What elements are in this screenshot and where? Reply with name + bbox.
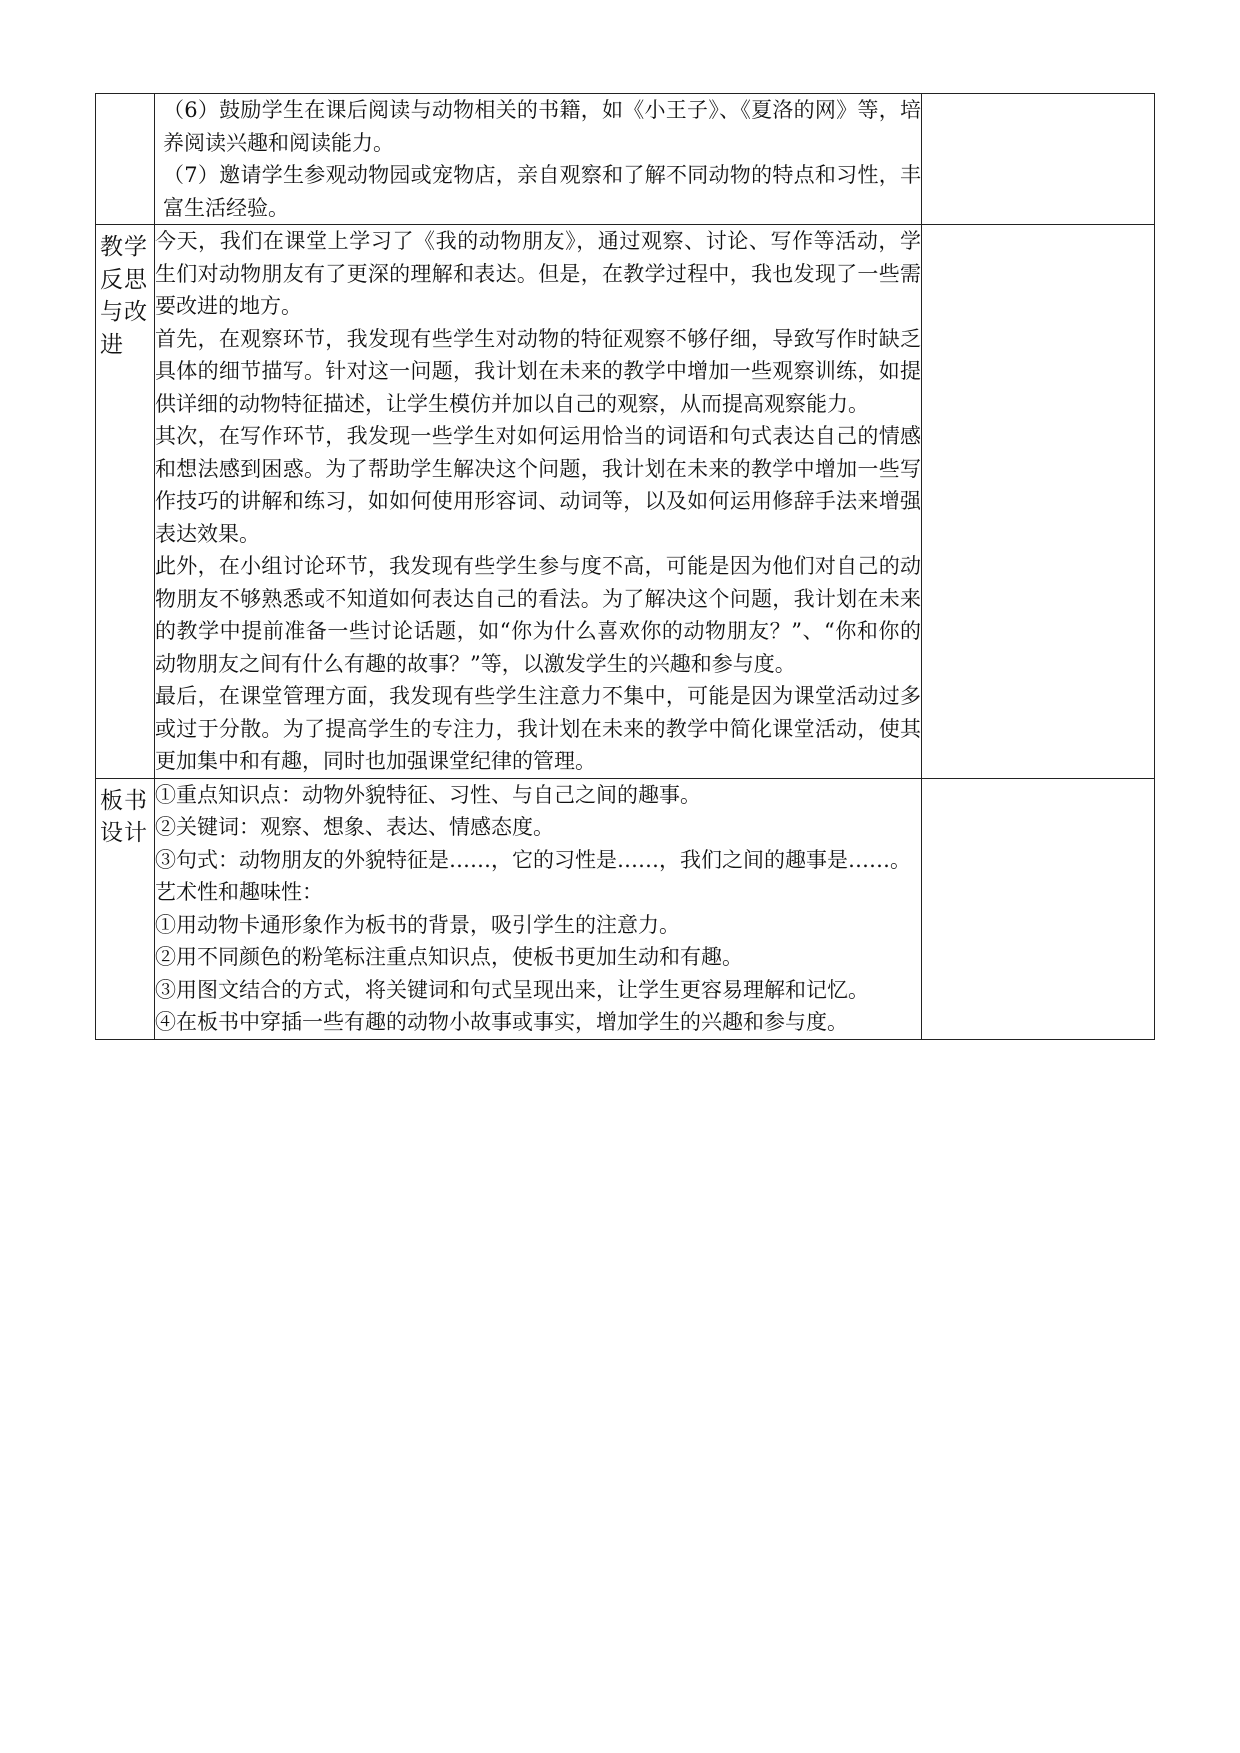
row-label-cell bbox=[96, 778, 155, 1039]
board-key-points: ①重点知识点：动物外貌特征、习性、与自己之间的趣事。 bbox=[155, 782, 701, 807]
row-content-cell bbox=[155, 225, 922, 779]
reflection-first: 首先，在观察环节，我发现有些学生对动物的特征观察不够仔细，导致写作时缺乏具体的细节描写。针对这一问题，我计划在未来的教学中增加一些观察训练，如提供详细的动物特征描述，让学生模仿并加以自己的观察，从而提高观察能力。 bbox=[155, 326, 921, 416]
row-label-board-design: 板书设计 bbox=[100, 787, 148, 846]
board-art-item-2: ②用不同颜色的粉笔标注重点知识点，使板书更加生动和有趣。 bbox=[155, 945, 743, 969]
row-notes-cell bbox=[922, 94, 1155, 225]
table-row-activities-continued bbox=[96, 94, 1155, 225]
row-content-cell bbox=[155, 778, 922, 1039]
board-art-heading: 艺术性和趣味性： bbox=[155, 880, 323, 904]
reflection-third: 此外，在小组讨论环节，我发现有些学生参与度不高，可能是因为他们对自己的动物朋友不够熟悉或不知道如何表达自己的看法。为了解决这个问题，我计划在未来的教学中提前准备一些讨论话题，如“你为什么喜欢你的动物朋友？”、“你和你的动物朋友之间有什么有趣的故事？”等，以激发学生的兴趣和参与度。 bbox=[155, 554, 921, 676]
table-row-reflection bbox=[96, 225, 1155, 779]
row-content-cell bbox=[155, 94, 922, 225]
reflection-intro: 今天，我们在课堂上学习了《我的动物朋友》，通过观察、讨论、写作等活动，学生们对动物朋友有了更深的理解和表达。但是，在教学过程中，我也发现了一些需要改进的地方。 bbox=[155, 229, 921, 318]
board-art-item-3: ③用图文结合的方式，将关键词和句式呈现出来，让学生更容易理解和记忆。 bbox=[155, 977, 869, 1002]
lesson-plan-table bbox=[95, 93, 1155, 1040]
row-label-cell bbox=[96, 94, 155, 225]
row-label-cell bbox=[96, 225, 155, 779]
table-row-board-design bbox=[96, 778, 1155, 1039]
board-keywords: ②关键词：观察、想象、表达、情感态度。 bbox=[155, 815, 554, 839]
activity-item-6: （6）鼓励学生在课后阅读与动物相关的书籍，如《小王子》、《夏洛的网》等，培养阅读兴趣和阅读能力。 bbox=[163, 98, 921, 155]
row-notes-cell bbox=[922, 225, 1155, 779]
board-art-item-1: ①用动物卡通形象作为板书的背景，吸引学生的注意力。 bbox=[155, 912, 680, 937]
reflection-last: 最后，在课堂管理方面，我发现有些学生注意力不集中，可能是因为课堂活动过多或过于分散。为了提高学生的专注力，我计划在未来的教学中简化课堂活动，使其更加集中和有趣，同时也加强课堂纪律的管理。 bbox=[155, 684, 921, 773]
row-notes-cell bbox=[922, 778, 1155, 1039]
board-art-item-4: ④在板书中穿插一些有趣的动物小故事或事实，增加学生的兴趣和参与度。 bbox=[155, 1010, 848, 1034]
board-sentence-pattern: ③句式：动物朋友的外貌特征是……，它的习性是……，我们之间的趣事是……。 bbox=[155, 847, 911, 872]
activity-item-7: （7）邀请学生参观动物园或宠物店，亲自观察和了解不同动物的特点和习性，丰富生活经验。 bbox=[163, 163, 921, 220]
row-label bbox=[96, 94, 154, 104]
row-label-reflection: 教学反思与改进 bbox=[100, 234, 148, 358]
reflection-second: 其次，在写作环节，我发现一些学生对如何运用恰当的词语和句式表达自己的情感和想法感到困惑。为了帮助学生解决这个问题，我计划在未来的教学中增加一些写作技巧的讲解和练习，如如何使用形容词、动词等，以及如何运用修辞手法来增强表达效果。 bbox=[155, 424, 921, 546]
